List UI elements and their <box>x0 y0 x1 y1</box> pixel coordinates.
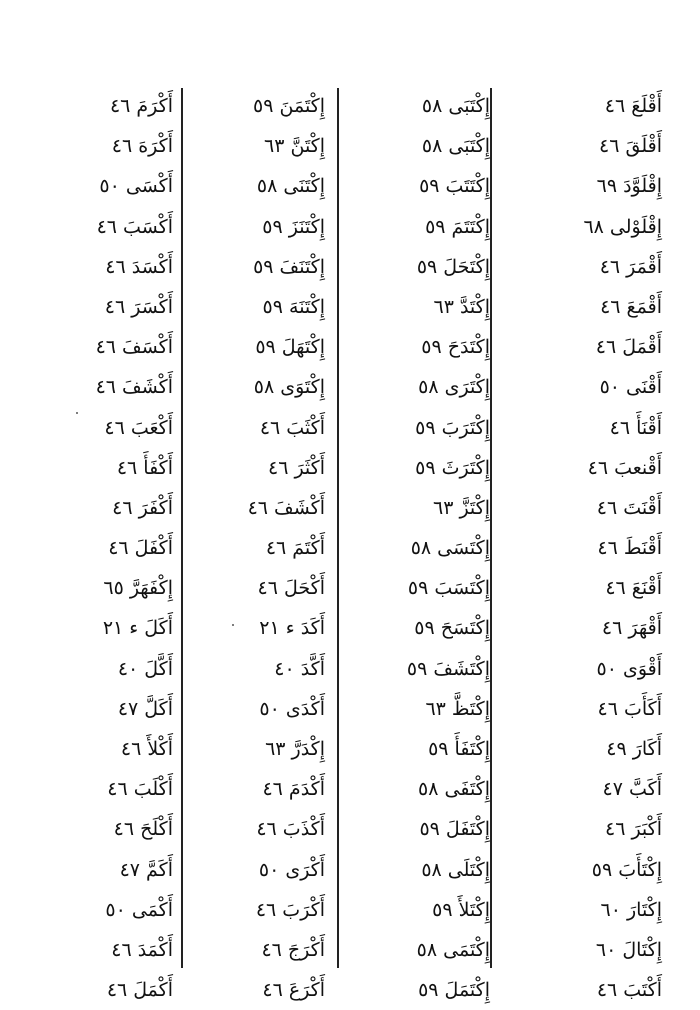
index-entry: أَكْفَلَ ٤٦ <box>108 537 173 560</box>
index-entry: أَكْلَبَ ٤٦ <box>107 778 173 801</box>
index-entry: أَكْلَحَ ٤٦ <box>113 818 173 841</box>
index-entry: إِكْتَزَّ ٦٣ <box>432 496 490 519</box>
index-entry: أَكْمَلَ ٤٦ <box>106 979 173 1002</box>
index-entry: إِكْتَسَبَ ٥٩ <box>407 577 490 600</box>
index-entry: إِكْتَالَ ٦٠ <box>595 938 662 961</box>
index-entry: إِكْتَنَّ ٦٣ <box>264 135 325 158</box>
index-entry: أَكْثَبَ ٤٦ <box>259 416 325 439</box>
column-divider-1 <box>490 88 492 968</box>
index-entry: إِكْتَدَحَ ٥٩ <box>421 336 490 359</box>
index-entry: أَكْعَبَ ٤٦ <box>104 416 173 439</box>
index-entry: إِكْتَبَى ٥٨ <box>421 135 490 158</box>
index-entry: أَكْسَدَ ٤٦ <box>105 255 173 278</box>
index-entry: أَقْنَى ٥٠ <box>599 376 662 399</box>
index-entry: إِكْتَسَحَ ٥٩ <box>414 617 490 640</box>
index-entry: أَقْهَرَ ٤٦ <box>601 617 662 640</box>
index-entry: إِكْتَفَى ٥٨ <box>418 778 490 801</box>
index-entry: إِكْتَلأَ ٥٩ <box>432 898 490 921</box>
index-entry: أَكْسَى ٥٠ <box>99 175 173 198</box>
index-entry: إِكْتَتَمَ ٥٩ <box>425 215 490 238</box>
index-entry: أَقْنعبَ ٤٦ <box>587 456 662 479</box>
index-entry: إِكْتَمَلَ ٥٩ <box>418 979 490 1002</box>
index-entry: إِكْتَوَى ٥٨ <box>253 376 325 399</box>
index-entry: أَكْرَعَ ٤٦ <box>262 979 325 1002</box>
index-entry: إِكْتَظَّ ٦٣ <box>425 697 490 720</box>
index-entry: أَكْدَى ٥٠ <box>259 697 325 720</box>
index-entry: أَكَارَ ٤٩ <box>606 738 662 760</box>
index-entry: أَكْدَمَ ٤٦ <box>262 778 325 801</box>
index-entry: أَكْتَبَ ٤٦ <box>596 979 662 1002</box>
index-entry: أَكْرَى ٥٠ <box>258 858 325 881</box>
index-entry: أَكَمَّ ٤٧ <box>119 858 173 881</box>
index-entry: إِكْتَفَأَ ٥٩ <box>428 738 490 760</box>
index-entry: أَكْثَرَ ٤٦ <box>267 456 325 479</box>
index-entry: إِكْتَمَنَ ٥٩ <box>253 95 325 117</box>
index-entry: أَكْرَجَ ٤٦ <box>261 938 325 961</box>
index-entry: إِقْلَوْلى ٦٨ <box>583 215 662 238</box>
index-entry: إِكْتَنَفَ ٥٩ <box>253 255 325 278</box>
index-entry: أَكَأَبَ ٤٦ <box>597 697 662 720</box>
index-entry: أَكْفَأَ ٤٦ <box>116 456 173 479</box>
index-entry: أَكَّلَ ٤٠ <box>117 657 173 680</box>
index-entry: إِكْتَفَلَ ٥٩ <box>419 818 490 841</box>
index-entry: إِكْتَسَى ٥٨ <box>410 537 490 560</box>
index-entry: إِكْتَنَزَ ٥٩ <box>262 215 325 238</box>
index-entry: إِكْتَارَ ٦٠ <box>600 898 662 921</box>
index-entry: أَكْشَفَ ٤٦ <box>95 376 173 399</box>
index-entry: أَقْنَتَ ٤٦ <box>596 496 662 519</box>
index-column-2 <box>350 86 490 1010</box>
index-entry: أَقْمَرَ ٤٦ <box>599 255 662 278</box>
index-entry: أَكْرَهَ ٤٦ <box>111 135 173 158</box>
index-entry: أَقْمَلَ ٤٦ <box>595 336 662 359</box>
index-entry: أَقْلَعَ ٤٦ <box>604 95 662 117</box>
index-entry: إِكْتَرَى ٥٨ <box>418 376 490 399</box>
index-column-4 <box>33 86 173 1010</box>
index-entry: أَكَلَّ ٤٧ <box>117 697 173 720</box>
index-entry: أَكْبَرَ ٤٦ <box>604 818 662 841</box>
index-entry: أَكْلأَ ٤٦ <box>120 738 173 760</box>
print-speck <box>76 412 78 414</box>
index-entry: إِكْتَأَبَ ٥٩ <box>591 858 662 881</box>
index-entry: إِكْتَمَى ٥٨ <box>416 938 490 961</box>
index-entry: إِكْتَبَى ٥٨ <box>421 95 490 117</box>
column-divider-2 <box>337 88 339 968</box>
index-entry: إِكْتَشَفَ ٥٩ <box>406 657 490 680</box>
index-entry: إِكْتَرَبَ ٥٩ <box>415 416 490 439</box>
index-entry: أَكَلَ ء ٢١ <box>102 617 173 640</box>
index-entry: إِكْفَهَرَّ ٦٥ <box>103 577 173 600</box>
index-entry: أَكْذَبَ ٤٦ <box>256 818 325 841</box>
index-entry: إِكْتَلَى ٥٨ <box>421 858 490 881</box>
index-entry: إِكْتَتَبَ ٥٩ <box>419 175 490 198</box>
index-entry: أَكْمَى ٥٠ <box>105 898 173 921</box>
index-entry: أَقْلَقَ ٤٦ <box>599 135 662 158</box>
index-entry: إِقْلَوَّدَ ٦٩ <box>596 175 662 198</box>
index-entry: أَقْوَى ٥٠ <box>596 657 662 680</box>
index-entry: إِكْتَهَلَ ٥٩ <box>255 336 325 359</box>
index-entry: أَكْسَرَ ٤٦ <box>104 295 173 318</box>
index-entry: أَكْسَفَ ٤٦ <box>95 336 173 359</box>
index-entry: أَكْفَرَ ٤٦ <box>112 496 173 519</box>
index-entry: إِكْدَرَّ ٦٣ <box>265 738 325 760</box>
index-column-1 <box>522 86 662 1010</box>
index-entry: إِكْتَحَلَ ٥٩ <box>416 255 490 278</box>
index-entry: أَقْنَعَ ٤٦ <box>605 577 662 600</box>
index-entry: أَكَدَ ء ٢١ <box>259 617 325 640</box>
index-entry: إِكْتَنَهَ ٥٩ <box>262 295 325 318</box>
index-entry: أَكَّدَ ٤٠ <box>274 657 325 680</box>
index-entry: أَقْنَأَ ٤٦ <box>609 416 662 439</box>
column-divider-3 <box>181 88 183 968</box>
index-entry: أَكْسَبَ ٤٦ <box>96 215 173 238</box>
index-entry: أَكْتَمَ ٤٦ <box>265 537 325 560</box>
index-entry: أَكْحَلَ ٤٦ <box>257 577 325 600</box>
index-entry: أَقْنَطَ ٤٦ <box>597 537 662 560</box>
index-entry: أَكْرَمَ ٤٦ <box>109 95 173 117</box>
index-entry: إِكْتَدَّ ٦٣ <box>433 295 490 318</box>
index-entry: أَقْمَعَ ٤٦ <box>600 295 662 318</box>
index-column-3 <box>185 86 325 1010</box>
index-entry: أَكَبَّ ٤٧ <box>602 778 662 801</box>
index-entry: إِكْتَرَثَ ٥٩ <box>415 456 490 479</box>
index-entry: أَكْمَدَ ٤٦ <box>111 938 173 961</box>
index-entry: إِكْتَنَى ٥٨ <box>256 175 325 198</box>
index-entry: أَكْرَبَ ٤٦ <box>255 898 325 921</box>
print-speck <box>232 624 234 626</box>
index-entry: أَكْشَفَ ٤٦ <box>247 496 325 519</box>
